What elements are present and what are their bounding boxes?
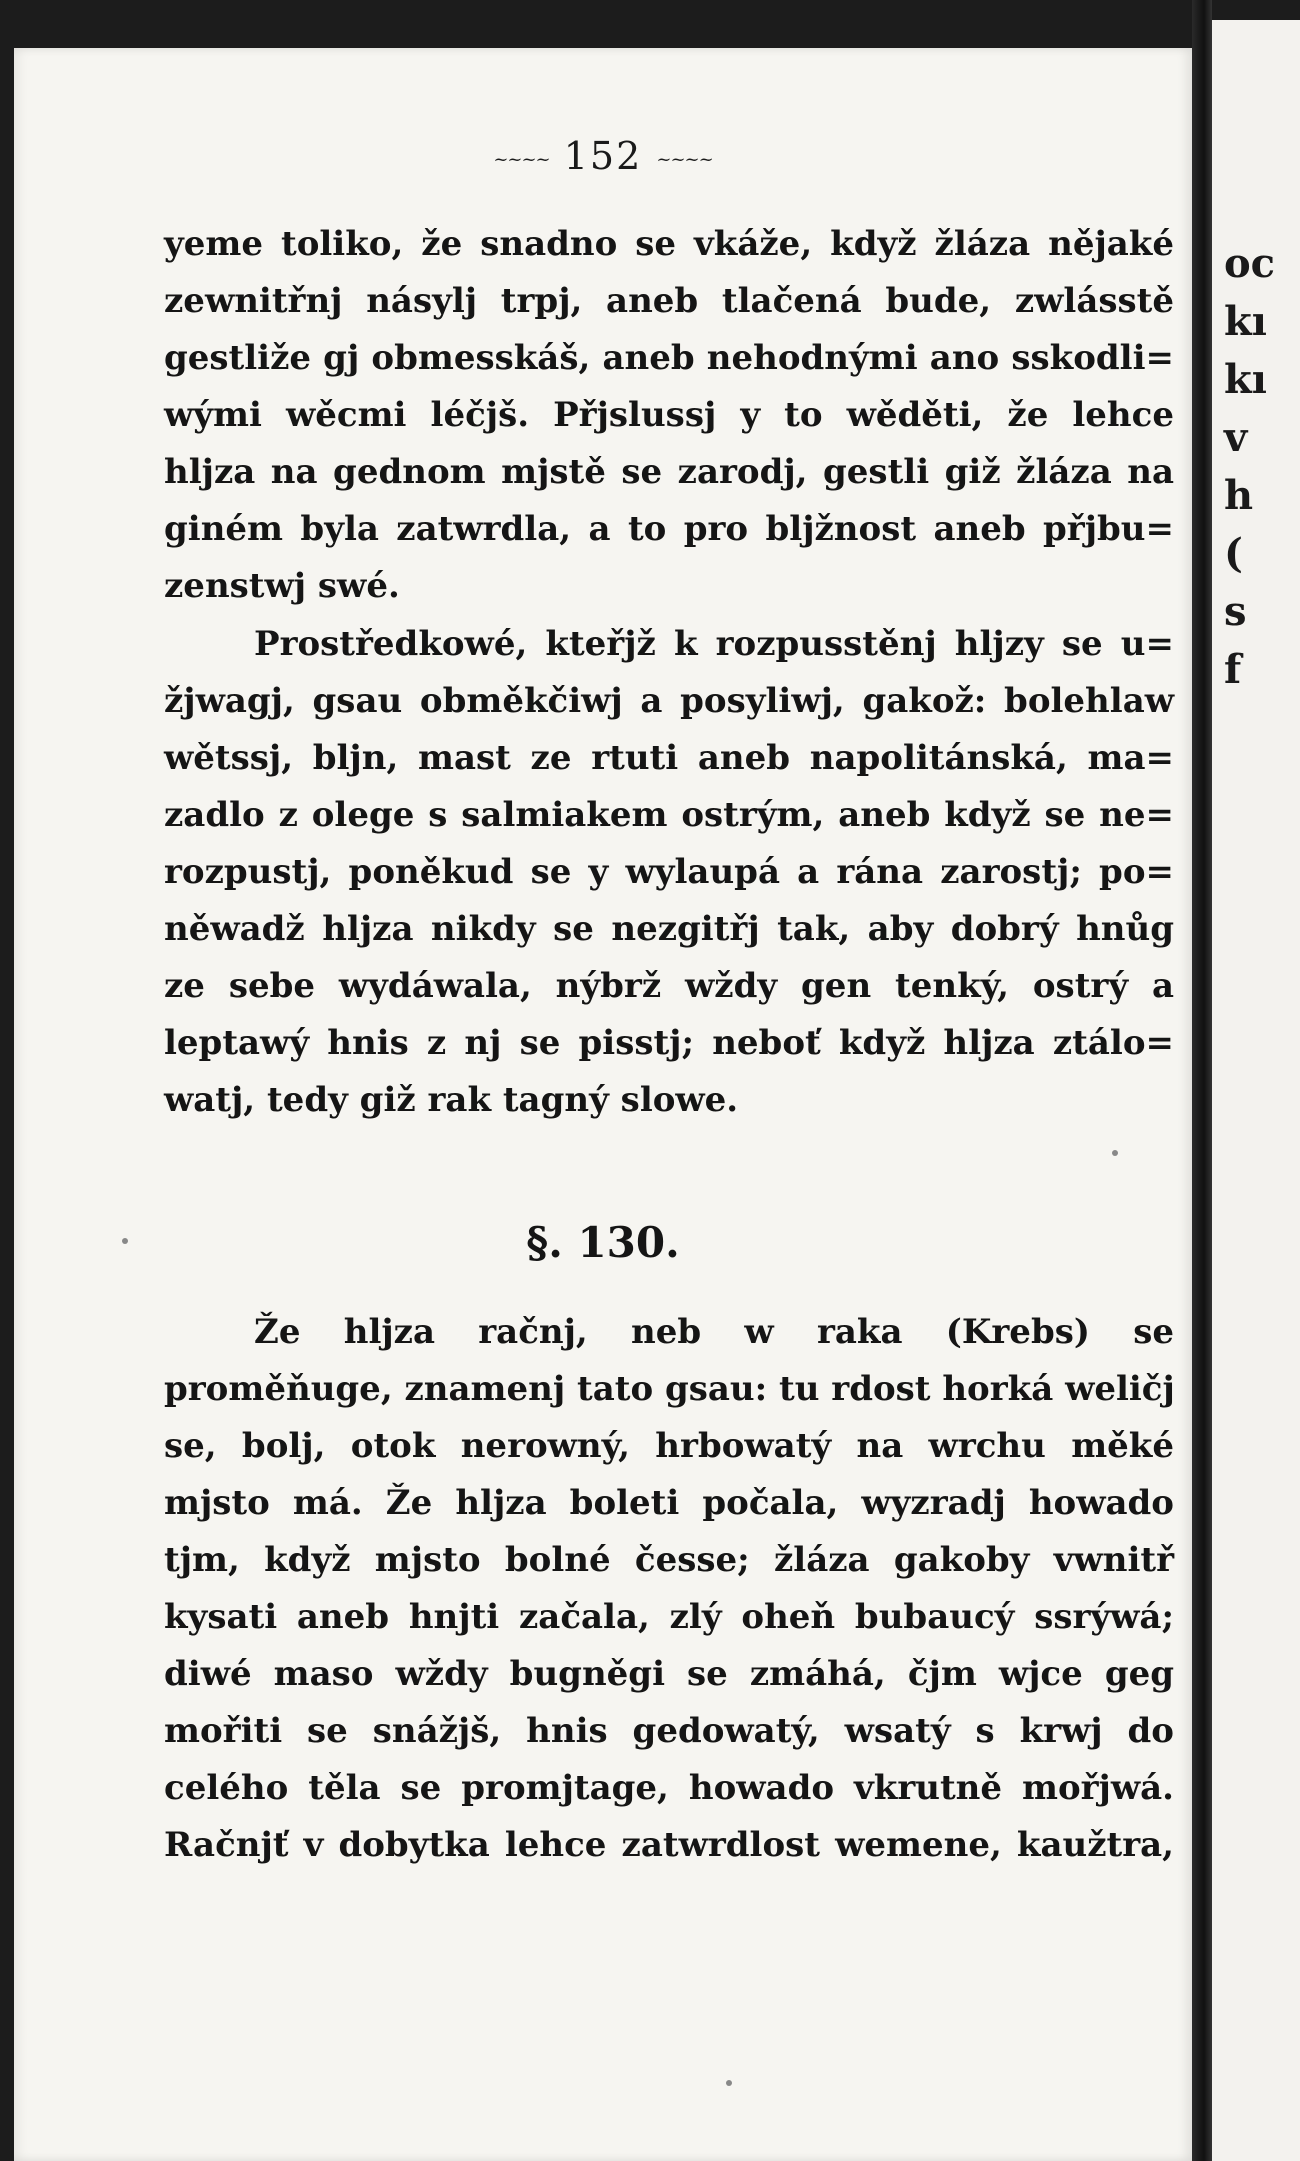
- section-heading: §. 130.: [526, 1218, 680, 1267]
- text-line: Že hljza račnj, neb w raka (Krebs) se: [254, 1312, 1174, 1352]
- text-line: leptawý hnis z nj se pisstj; neboť když hljza ztálo=: [164, 1023, 1174, 1063]
- book-gutter: [1192, 0, 1212, 2161]
- text-line: proměňuge, znamenj tato gsau: tu rdost horká weličj: [164, 1369, 1175, 1409]
- text-line: gestliže gj obmesskáš, aneb nehodnými ano sskodli=: [164, 338, 1174, 378]
- text-line: tjm, když mjsto bolné česse; žláza gakoby vwnitř: [164, 1540, 1174, 1580]
- page-number: 152: [563, 134, 643, 178]
- paragraph-3: [164, 1304, 1174, 1874]
- paragraph-2: [164, 616, 1174, 1129]
- paragraph-1: [164, 216, 1174, 615]
- facing-fragment: f: [1224, 646, 1242, 693]
- text-line: kysati aneb hnjti začala, zlý oheň bubaucý ssrýwá;: [164, 1597, 1174, 1637]
- text-line: Račnjť v dobytka lehce zatwrdlost wemene, kaužtra,: [164, 1825, 1174, 1865]
- facing-fragment: h: [1224, 472, 1254, 519]
- page-header: [14, 134, 1192, 178]
- header-ornament-left: ~~~~: [493, 149, 550, 170]
- facing-fragment: kı: [1224, 298, 1267, 345]
- facing-fragment: oc: [1224, 240, 1276, 287]
- facing-fragment: kı: [1224, 356, 1267, 403]
- text-line: wými wěcmi léčjš. Přjslussj y to wěděti, že lehce: [164, 395, 1174, 435]
- text-line: mořiti se snážjš, hnis gedowatý, wsatý s krwj do: [164, 1711, 1174, 1751]
- facing-fragment: v: [1224, 414, 1248, 461]
- text-line: giném byla zatwrdla, a to pro bljžnost aneb přjbu=: [164, 509, 1174, 549]
- facing-fragment: (: [1224, 530, 1243, 577]
- paper-speck: [726, 2080, 732, 2086]
- text-line: celého těla se promjtage, howado vkrutně mořjwá.: [164, 1768, 1174, 1808]
- paper-speck: [122, 1238, 128, 1244]
- text-line: Prostředkowé, kteřjž k rozpusstěnj hljzy se u=: [254, 624, 1174, 664]
- text-line: se, bolj, otok nerowný, hrbowatý na wrchu měké: [164, 1426, 1174, 1466]
- text-line: něwadž hljza nikdy se nezgitřj tak, aby dobrý hnůg: [164, 909, 1174, 949]
- text-line: rozpustj, poněkud se y wylaupá a rána zarostj; po=: [164, 852, 1174, 892]
- text-line: watj, tedy giž rak tagný slowe.: [164, 1080, 739, 1120]
- text-line: zadlo z olege s salmiakem ostrým, aneb když se ne=: [164, 795, 1174, 835]
- text-line: diwé maso wždy bugněgi se zmáhá, čjm wjce geg: [164, 1654, 1174, 1694]
- text-line: wětssj, bljn, mast ze rtuti aneb napolitánská, ma=: [164, 738, 1174, 778]
- text-line: zewnitřnj násylj trpj, aneb tlačená bude, zwlásstě: [164, 281, 1174, 321]
- text-line: hljza na gednom mjstě se zarodj, gestli giž žláza na: [164, 452, 1174, 492]
- text-line: ze sebe wydáwala, nýbrž wždy gen tenký, ostrý a: [164, 966, 1174, 1006]
- text-line: mjsto má. Že hljza boleti počala, wyzradj howado: [164, 1483, 1174, 1523]
- text-line: yeme toliko, že snadno se vkáže, když žláza nějaké: [164, 224, 1174, 264]
- book-page: [14, 48, 1192, 2161]
- text-line: zenstwj swé.: [164, 566, 400, 606]
- facing-page-edge: [1212, 20, 1300, 2161]
- paper-speck: [1112, 1150, 1118, 1156]
- facing-fragment: s: [1224, 588, 1247, 635]
- text-line: žjwagj, gsau obměkčiwj a posyliwj, gakož: bolehlaw: [164, 681, 1174, 721]
- header-ornament-right: ~~~~: [656, 149, 713, 170]
